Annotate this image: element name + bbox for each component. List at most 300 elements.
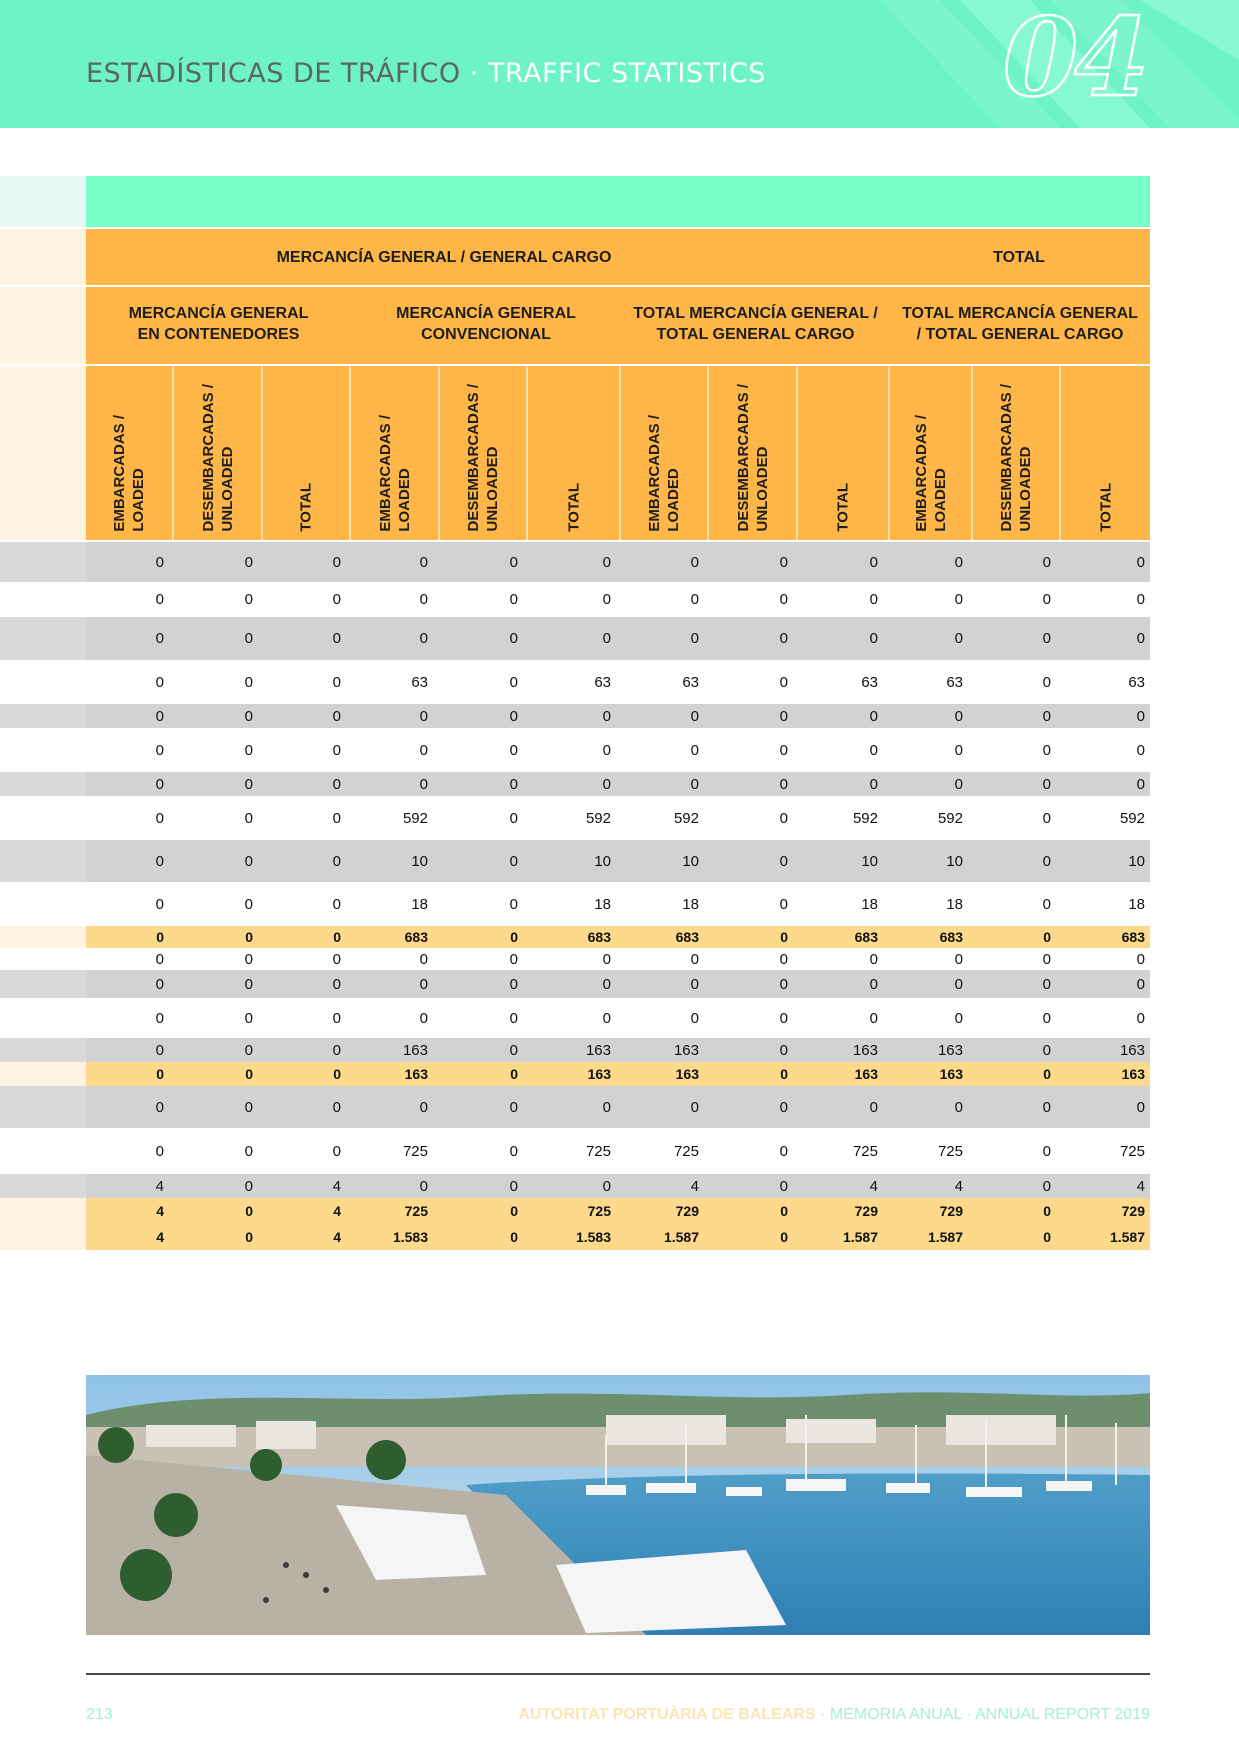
table-cell: 0 — [602, 950, 611, 968]
table-cell: 0 — [509, 553, 518, 571]
table-cell: 10 — [1128, 852, 1145, 870]
row-label-stub — [0, 660, 86, 704]
table-cell: 163 — [852, 1041, 878, 1059]
table-cell: 0 — [779, 630, 788, 647]
table-cell: 0 — [155, 630, 164, 647]
column-header-cell — [86, 366, 174, 540]
row-label-stub — [0, 796, 86, 840]
table-cell: 4 — [333, 1229, 341, 1245]
table-cell: 592 — [402, 809, 428, 827]
table-cell: 0 — [244, 950, 253, 968]
table-cell: 1.583 — [392, 1229, 428, 1245]
table-cell: 0 — [155, 553, 164, 571]
stub-header-1 — [0, 229, 86, 285]
table-cell: 0 — [510, 1066, 518, 1082]
table-cell: 0 — [690, 707, 699, 725]
table-top-band — [86, 176, 1150, 227]
table-cell: 0 — [779, 1177, 788, 1195]
table-cell: 683 — [587, 929, 611, 945]
row-values — [86, 728, 1150, 772]
table-cell: 0 — [332, 1009, 341, 1027]
table-cell: 163 — [402, 1041, 428, 1059]
table-cell: 0 — [1042, 1098, 1051, 1116]
table-cell: 0 — [779, 741, 788, 759]
stub-header-3 — [0, 366, 86, 540]
table-cell: 10 — [411, 852, 428, 870]
table-cell: 63 — [594, 673, 611, 691]
row-values — [86, 948, 1150, 970]
table-cell: 0 — [1136, 950, 1145, 968]
table-cell: 0 — [602, 1177, 611, 1195]
table-cell: 0 — [690, 553, 699, 571]
table-cell: 0 — [419, 630, 428, 647]
table-cell: 4 — [156, 1203, 164, 1219]
subgroup-total-general-cargo: TOTAL MERCANCÍA GENERAL / TOTAL GENERAL CARGO — [633, 305, 878, 343]
table-cell: 0 — [1136, 741, 1145, 759]
table-cell: 0 — [332, 895, 341, 913]
table-cell: 0 — [690, 950, 699, 968]
column-header-cell — [621, 366, 709, 540]
table-cell: 0 — [954, 741, 963, 759]
table-cell: 0 — [509, 950, 518, 968]
footer-separator-1: · — [820, 1706, 826, 1723]
table-cell: 683 — [404, 929, 428, 945]
table-cell: 0 — [332, 591, 341, 608]
table-cell: 10 — [682, 852, 699, 870]
table-cell: 0 — [602, 1098, 611, 1116]
table-cell: 1.587 — [663, 1229, 699, 1245]
table-cell: 0 — [244, 1177, 253, 1195]
row-label-stub — [0, 772, 86, 796]
row-label-stub — [0, 926, 86, 948]
table-cell: 0 — [155, 975, 164, 993]
subtotal-row — [0, 1198, 1150, 1224]
table-cell: 0 — [244, 895, 253, 913]
table-row — [0, 1174, 1150, 1198]
column-header-label: TOTAL — [1097, 483, 1114, 532]
table-cell: 163 — [937, 1041, 963, 1059]
table-cell: 0 — [1042, 1142, 1051, 1160]
table-cell: 0 — [779, 809, 788, 827]
table-cell: 0 — [1136, 975, 1145, 993]
table-cell: 0 — [779, 673, 788, 691]
row-values — [86, 660, 1150, 704]
row-values — [86, 1062, 1150, 1086]
table-cell: 0 — [1136, 591, 1145, 608]
footer-separator-2: · — [966, 1706, 972, 1723]
table-cell: 0 — [332, 553, 341, 571]
table-cell: 0 — [1042, 1177, 1051, 1195]
subgroup-total-general-cargo-2: TOTAL MERCANCÍA GENERAL / TOTAL GENERAL CARGO — [902, 305, 1138, 343]
table-cell: 0 — [869, 553, 878, 571]
table-cell: 683 — [939, 929, 963, 945]
table-cell: 0 — [1042, 852, 1051, 870]
table-cell: 0 — [509, 1142, 518, 1160]
table-cell: 163 — [854, 1066, 878, 1082]
subtotal-row — [0, 926, 1150, 948]
table-row — [0, 1038, 1150, 1062]
table-cell: 0 — [155, 673, 164, 691]
table-cell: 0 — [779, 775, 788, 793]
row-values — [86, 796, 1150, 840]
table-cell: 0 — [244, 553, 253, 571]
table-cell: 0 — [419, 950, 428, 968]
table-cell: 0 — [1042, 809, 1051, 827]
table-cell: 63 — [1128, 673, 1145, 691]
table-cell: 0 — [780, 1203, 788, 1219]
table-cell: 0 — [954, 950, 963, 968]
table-cell: 4 — [954, 1177, 963, 1195]
footer-report-en: ANNUAL REPORT 2019 — [975, 1706, 1150, 1723]
table-cell: 18 — [1128, 895, 1145, 913]
column-header-label: DESEMBARCADAS / UNLOADED — [734, 384, 771, 532]
table-cell: 0 — [510, 929, 518, 945]
table-cell: 0 — [244, 975, 253, 993]
table-row — [0, 617, 1150, 660]
header-row-groups — [86, 229, 1150, 285]
table-cell: 0 — [779, 707, 788, 725]
table-cell: 0 — [419, 1177, 428, 1195]
table-cell: 4 — [690, 1177, 699, 1195]
header-row-subgroups — [86, 287, 1150, 364]
header-row-columns — [86, 366, 1150, 540]
table-cell: 0 — [1042, 707, 1051, 725]
table-cell: 0 — [869, 975, 878, 993]
table-cell: 0 — [779, 852, 788, 870]
row-label-stub — [0, 882, 86, 926]
table-row — [0, 840, 1150, 882]
column-header-cell — [973, 366, 1061, 540]
table-cell: 0 — [332, 1041, 341, 1059]
footer-rule — [86, 1673, 1150, 1675]
section-title-separator: · — [469, 58, 479, 89]
table-cell: 0 — [244, 1041, 253, 1059]
table-row — [0, 970, 1150, 998]
table-cell: 0 — [869, 741, 878, 759]
table-cell: 0 — [332, 1098, 341, 1116]
table-cell: 0 — [509, 809, 518, 827]
table-cell: 0 — [332, 775, 341, 793]
subgroup-containers: MERCANCÍA GENERAL EN CONTENEDORES — [128, 305, 309, 343]
group-header-general-cargo: MERCANCÍA GENERAL / GENERAL CARGO — [276, 249, 612, 266]
row-values — [86, 840, 1150, 882]
table-cell: 0 — [244, 630, 253, 647]
table-cell: 163 — [587, 1066, 611, 1082]
table-cell: 0 — [869, 950, 878, 968]
column-header-label: TOTAL — [834, 483, 852, 532]
footer-text — [518, 1706, 1150, 1724]
table-cell: 0 — [954, 775, 963, 793]
column-header-cell — [440, 366, 528, 540]
table-cell: 163 — [673, 1041, 699, 1059]
table-cell: 0 — [1042, 950, 1051, 968]
table-cell: 0 — [869, 1009, 878, 1027]
row-values — [86, 772, 1150, 796]
table-cell: 0 — [509, 630, 518, 647]
table-cell: 0 — [509, 1041, 518, 1059]
row-values — [86, 926, 1150, 948]
table-cell: 0 — [419, 553, 428, 571]
column-header-label: EMBARCADAS / LOADED — [111, 415, 147, 532]
table-cell: 4 — [869, 1177, 878, 1195]
table-cell: 0 — [509, 775, 518, 793]
column-header-label: TOTAL — [565, 483, 582, 532]
row-values — [86, 542, 1150, 582]
table-cell: 0 — [779, 1041, 788, 1059]
section-title-en: TRAFFIC STATISTICS — [487, 58, 766, 89]
table-cell: 0 — [602, 741, 611, 759]
table-cell: 0 — [419, 975, 428, 993]
table-cell: 0 — [602, 553, 611, 571]
subgroup-conventional: MERCANCÍA GENERAL CONVENCIONAL — [396, 305, 576, 343]
table-cell: 0 — [155, 1098, 164, 1116]
table-cell: 63 — [861, 673, 878, 691]
row-values — [86, 1224, 1150, 1250]
footer-organization: AUTORITAT PORTUÀRIA DE BALEARS — [518, 1706, 816, 1723]
table-cell: 0 — [419, 775, 428, 793]
row-label-stub — [0, 970, 86, 998]
table-cell: 18 — [682, 895, 699, 913]
table-cell: 10 — [594, 852, 611, 870]
table-cell: 18 — [594, 895, 611, 913]
table-cell: 0 — [332, 1142, 341, 1160]
table-cell: 0 — [156, 1066, 164, 1082]
table-cell: 592 — [852, 809, 878, 827]
table-row — [0, 1128, 1150, 1174]
table-cell: 0 — [155, 895, 164, 913]
column-header-cell — [798, 366, 890, 540]
table-cell: 1.587 — [842, 1229, 878, 1245]
table-row — [0, 882, 1150, 926]
table-cell: 0 — [245, 1203, 253, 1219]
table-cell: 0 — [155, 591, 164, 608]
table-cell: 0 — [1043, 1229, 1051, 1245]
table-cell: 163 — [404, 1066, 428, 1082]
table-cell: 63 — [946, 673, 963, 691]
table-cell: 0 — [332, 975, 341, 993]
group-header-total: TOTAL — [993, 249, 1045, 266]
table-cell: 0 — [954, 630, 963, 647]
row-values — [86, 583, 1150, 616]
table-cell: 0 — [1136, 707, 1145, 725]
table-cell: 0 — [780, 929, 788, 945]
column-header-cell — [263, 366, 351, 540]
table-cell: 592 — [673, 809, 699, 827]
table-cell: 0 — [1042, 673, 1051, 691]
table-cell: 0 — [602, 775, 611, 793]
table-cell: 0 — [509, 707, 518, 725]
table-cell: 1.583 — [575, 1229, 611, 1245]
column-header-cell — [528, 366, 621, 540]
table-cell: 0 — [332, 741, 341, 759]
table-cell: 725 — [852, 1142, 878, 1160]
table-cell: 0 — [780, 1229, 788, 1245]
table-cell: 0 — [602, 1009, 611, 1027]
table-cell: 0 — [1043, 1066, 1051, 1082]
table-cell: 0 — [869, 707, 878, 725]
table-cell: 0 — [954, 975, 963, 993]
table-cell: 0 — [332, 852, 341, 870]
table-cell: 0 — [419, 1009, 428, 1027]
table-cell: 0 — [779, 1009, 788, 1027]
column-header-label: EMBARCADAS / LOADED — [912, 415, 949, 532]
table-cell: 729 — [675, 1203, 699, 1219]
table-cell: 0 — [509, 591, 518, 608]
table-cell: 0 — [244, 852, 253, 870]
table-cell: 0 — [156, 929, 164, 945]
table-cell: 0 — [245, 1229, 253, 1245]
table-cell: 0 — [954, 1098, 963, 1116]
stub-header-2 — [0, 287, 86, 364]
table-cell: 683 — [1121, 929, 1145, 945]
table-cell: 0 — [954, 553, 963, 571]
page-number: 213 — [86, 1706, 113, 1723]
row-values — [86, 970, 1150, 998]
column-header-label: DESEMBARCADAS / UNLOADED — [998, 384, 1034, 532]
table-cell: 0 — [155, 809, 164, 827]
table-cell: 4 — [155, 1177, 164, 1195]
footer-report-es: MEMORIA ANUAL — [829, 1706, 962, 1723]
table-cell: 163 — [1121, 1066, 1145, 1082]
table-cell: 0 — [779, 1142, 788, 1160]
table-cell: 0 — [779, 975, 788, 993]
table-cell: 0 — [155, 950, 164, 968]
table-cell: 0 — [332, 673, 341, 691]
table-cell: 0 — [1042, 1041, 1051, 1059]
table-cell: 725 — [1119, 1142, 1145, 1160]
row-label-stub — [0, 1224, 86, 1250]
table-cell: 1.587 — [927, 1229, 963, 1245]
table-cell: 0 — [244, 1009, 253, 1027]
table-cell: 0 — [954, 591, 963, 608]
row-values — [86, 998, 1150, 1038]
row-values — [86, 1128, 1150, 1174]
table-cell: 0 — [332, 950, 341, 968]
table-cell: 729 — [854, 1203, 878, 1219]
table-cell: 0 — [509, 1177, 518, 1195]
table-cell: 592 — [1119, 809, 1145, 827]
row-label-stub — [0, 1062, 86, 1086]
table-row — [0, 583, 1150, 616]
table-cell: 163 — [939, 1066, 963, 1082]
harbor-photo — [86, 1375, 1150, 1635]
table-cell: 0 — [1136, 1009, 1145, 1027]
table-cell: 0 — [1042, 775, 1051, 793]
table-cell: 0 — [244, 775, 253, 793]
stub-mint — [0, 176, 86, 227]
table-cell: 4 — [333, 1203, 341, 1219]
row-values — [86, 1038, 1150, 1062]
table-cell: 0 — [602, 630, 611, 647]
table-cell: 0 — [1136, 553, 1145, 571]
table-cell: 63 — [682, 673, 699, 691]
table-cell: 0 — [779, 895, 788, 913]
row-label-stub — [0, 1086, 86, 1128]
table-cell: 0 — [509, 975, 518, 993]
table-cell: 18 — [946, 895, 963, 913]
row-label-stub — [0, 542, 86, 582]
table-cell: 0 — [602, 591, 611, 608]
table-cell: 0 — [869, 1098, 878, 1116]
table-cell: 0 — [779, 950, 788, 968]
table-row — [0, 998, 1150, 1038]
row-label-stub — [0, 948, 86, 970]
section-title-es: ESTADÍSTICAS DE TRÁFICO — [86, 58, 461, 89]
table-row — [0, 948, 1150, 970]
table-cell: 0 — [155, 1009, 164, 1027]
page-header — [0, 0, 1239, 128]
table-cell: 683 — [675, 929, 699, 945]
table-cell: 1.587 — [1109, 1229, 1145, 1245]
table-cell: 0 — [690, 775, 699, 793]
table-cell: 0 — [690, 591, 699, 608]
table-cell: 0 — [244, 809, 253, 827]
table-cell: 0 — [1043, 929, 1051, 945]
table-cell: 0 — [690, 1098, 699, 1116]
row-values — [86, 704, 1150, 728]
table-cell: 0 — [869, 630, 878, 647]
chapter-number: 04 — [1003, 0, 1146, 121]
row-label-stub — [0, 1128, 86, 1174]
table-cell: 0 — [1042, 630, 1051, 647]
table-cell: 4 — [1136, 1177, 1145, 1195]
table-cell: 0 — [1042, 741, 1051, 759]
table-cell: 0 — [1042, 975, 1051, 993]
column-header-cell — [890, 366, 973, 540]
table-cell: 0 — [244, 1142, 253, 1160]
table-cell: 725 — [937, 1142, 963, 1160]
column-header-label: EMBARCADAS / LOADED — [646, 415, 682, 532]
column-header-label: EMBARCADAS / LOADED — [376, 415, 413, 532]
table-cell: 0 — [602, 707, 611, 725]
subtotal-row — [0, 1224, 1150, 1250]
table-cell: 0 — [419, 1098, 428, 1116]
table-row — [0, 660, 1150, 704]
table-cell: 0 — [419, 741, 428, 759]
table-cell: 0 — [332, 707, 341, 725]
table-cell: 0 — [509, 673, 518, 691]
table-cell: 0 — [509, 1098, 518, 1116]
table-cell: 0 — [244, 1098, 253, 1116]
table-row — [0, 542, 1150, 582]
table-cell: 729 — [939, 1203, 963, 1219]
table-cell: 18 — [411, 895, 428, 913]
table-cell: 0 — [332, 809, 341, 827]
table-cell: 0 — [155, 1142, 164, 1160]
traffic-statistics-table — [0, 176, 1150, 1344]
table-cell: 725 — [673, 1142, 699, 1160]
table-cell: 0 — [1042, 553, 1051, 571]
table-cell: 0 — [419, 591, 428, 608]
section-title — [86, 58, 766, 89]
table-cell: 0 — [155, 1041, 164, 1059]
table-cell: 0 — [333, 929, 341, 945]
table-cell: 592 — [585, 809, 611, 827]
table-cell: 0 — [155, 707, 164, 725]
table-row — [0, 796, 1150, 840]
table-row — [0, 704, 1150, 728]
table-cell: 0 — [244, 707, 253, 725]
table-cell: 0 — [510, 1229, 518, 1245]
table-cell: 0 — [602, 975, 611, 993]
table-cell: 0 — [1042, 591, 1051, 608]
row-values — [86, 1086, 1150, 1128]
table-row — [0, 728, 1150, 772]
table-cell: 4 — [156, 1229, 164, 1245]
table-cell: 163 — [1119, 1041, 1145, 1059]
table-cell: 0 — [333, 1066, 341, 1082]
table-cell: 0 — [779, 553, 788, 571]
